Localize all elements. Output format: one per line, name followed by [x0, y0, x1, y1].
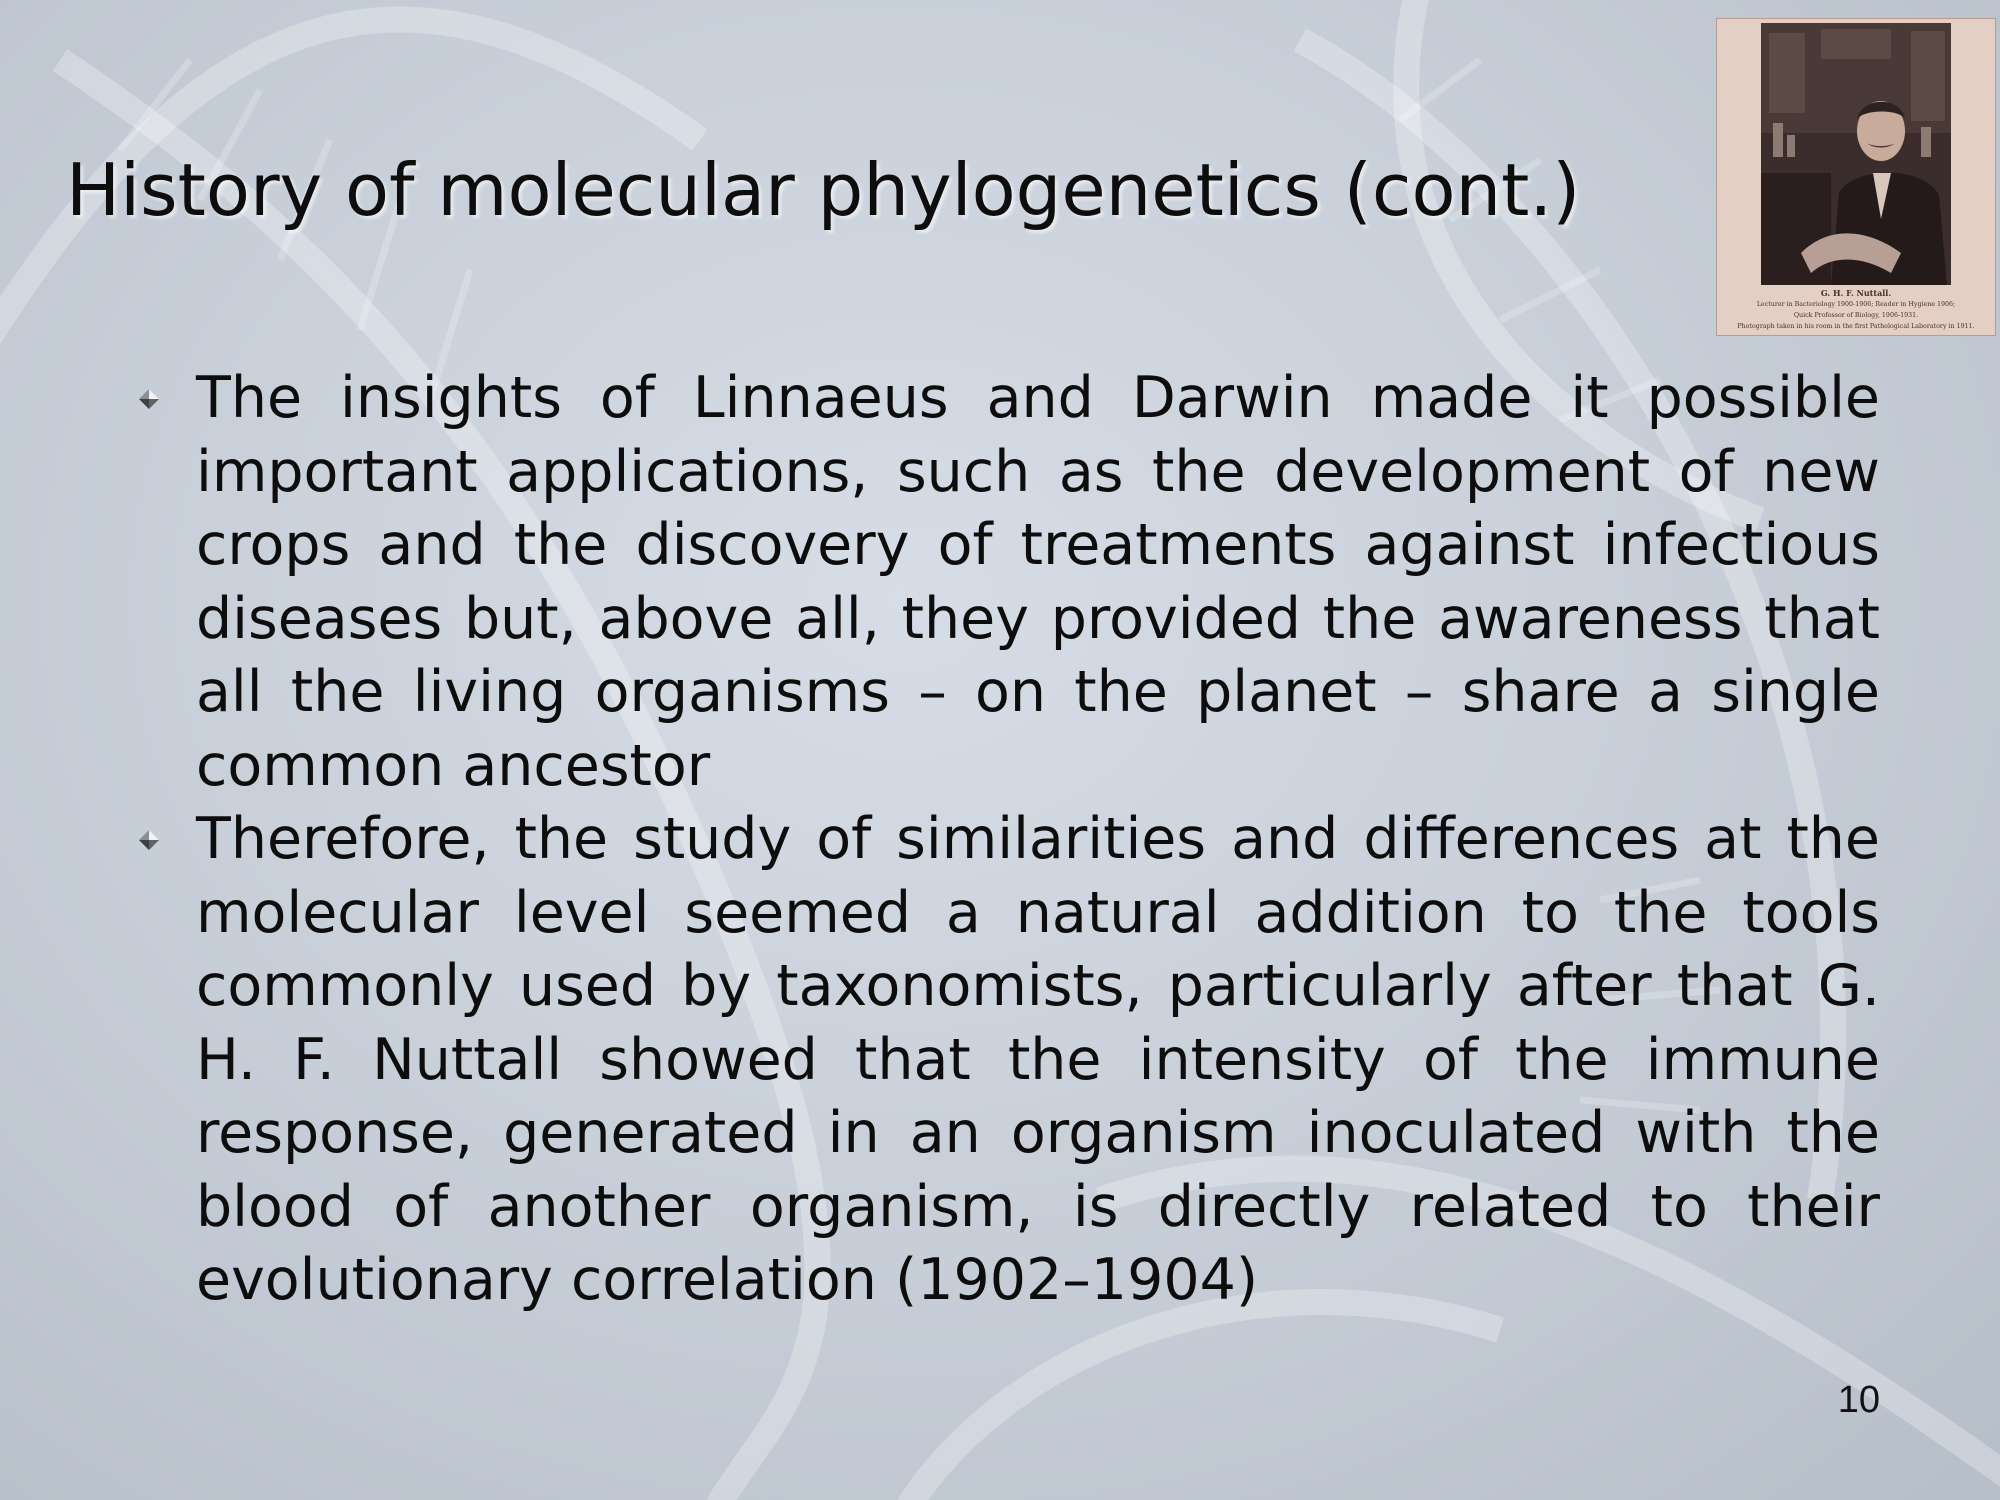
bullet-text: The insights of Linnaeus and Darwin made it possible important applications, such as the development of new crops and the discovery of treatments against infectious diseases but, above all, they provided the awareness that all the living organisms – on the planet – share a single common ancestor: [196, 365, 1880, 799]
caption-line: Quick Professor of Biology, 1906-1931.: [1793, 312, 1919, 319]
portrait-photo: [1716, 18, 1996, 336]
diamond-bullet-icon: [138, 829, 160, 851]
caption-line: Photograph taken in his room in the first Pathological Laboratory in 1911.: [1737, 323, 1975, 330]
nuttall-portrait-image: [1761, 23, 1951, 285]
slide-title: History of molecular phylogenetics (cont.): [66, 148, 1581, 232]
bullet-list: [130, 362, 1880, 1318]
bullet-text: Therefore, the study of similarities and differences at the molecular level seemed a natural addition to the tools commonly used by taxonomists, particularly after that G. H. F. Nuttall showed that the intensity of the immune response, generated in an organism inoculated with the blood of another organism, is directly related to their evolutionary correlation (1902–1904): [196, 806, 1880, 1313]
diamond-bullet-icon: [138, 388, 160, 410]
caption-line: Lecturer in Bacteriology 1900-1906; Reader in Hygiene 1906;: [1756, 301, 1956, 308]
photo-caption: [1721, 287, 1991, 332]
bullet-item: [130, 803, 1880, 1318]
caption-name: G. H. F. Nuttall.: [1820, 288, 1892, 298]
page-number: 10: [1837, 1379, 1880, 1421]
bullet-item: [130, 362, 1880, 803]
